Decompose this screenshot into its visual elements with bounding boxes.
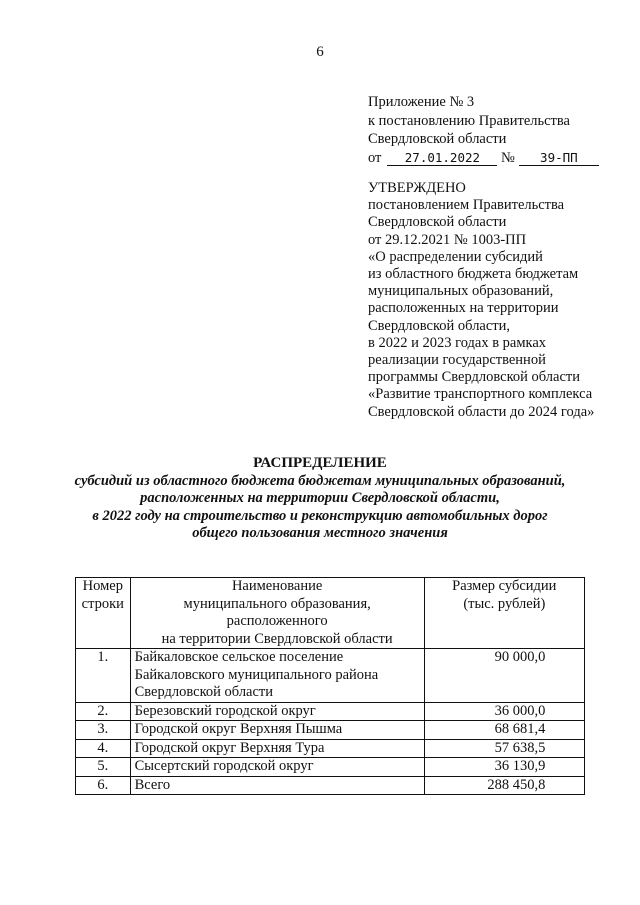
title-sub-line: расположенных на территории Свердловской области, <box>140 490 500 506</box>
approved-line: реализации государственной <box>368 352 546 369</box>
row-amount <box>424 776 584 795</box>
row-amount-value: 288 450,8 <box>487 776 546 793</box>
title-sub-line: субсидий из областного бюджета бюджетам муниципальных образований, <box>74 472 566 489</box>
appendix-date-line <box>368 149 628 168</box>
approved-line: постановлением Правительства <box>368 197 565 214</box>
row-name-line: Байкаловского муниципального района <box>134 666 379 683</box>
table-header-row <box>76 578 585 649</box>
header-text: Размер субсидии <box>452 578 557 594</box>
header-text: Наименование <box>231 578 323 594</box>
row-number: 6. <box>76 776 131 795</box>
header-text: на территории Свердловской области <box>161 630 393 647</box>
approved-line: программы Свердловской области <box>368 369 581 386</box>
row-name <box>130 776 424 795</box>
approved-line: Свердловской области до 2024 года» <box>368 403 595 420</box>
row-amount <box>424 758 584 777</box>
row-amount-value: 36 000,0 <box>494 702 546 719</box>
table-row-total <box>76 776 585 795</box>
page-number: 6 <box>316 44 324 60</box>
appendix-line: Приложение № 3 <box>368 94 475 110</box>
row-name <box>130 739 424 758</box>
table-row <box>76 739 585 758</box>
row-amount <box>424 721 584 740</box>
document-title <box>60 455 580 543</box>
appendix-line: к постановлению Правительства <box>368 112 570 129</box>
approved-line: в 2022 и 2023 годах в рамках <box>368 334 547 351</box>
header-text: строки <box>81 595 124 612</box>
row-name-line: Сысертский городской округ <box>134 758 314 774</box>
table-row <box>76 649 585 703</box>
row-number: 2. <box>76 702 131 721</box>
header-name <box>130 578 424 649</box>
row-amount <box>424 649 584 703</box>
date-prefix: от <box>368 149 382 166</box>
header-text: Номер <box>82 578 123 594</box>
approved-line: расположенных на территории <box>368 300 559 317</box>
table-row <box>76 702 585 721</box>
approved-line: «О распределении субсидий <box>368 248 543 265</box>
title-sub-line: в 2022 году на строительство и реконструкцию автомобильных дорог <box>92 507 548 524</box>
row-name <box>130 721 424 740</box>
approved-block <box>368 180 633 421</box>
approved-line: муниципальных образований, <box>368 283 554 300</box>
row-amount <box>424 739 584 758</box>
number-sign: № <box>501 149 515 166</box>
row-number: 1. <box>76 649 131 703</box>
number-value: 39-ПП <box>519 150 599 166</box>
table-row <box>76 721 585 740</box>
row-name <box>130 702 424 721</box>
approved-line: Свердловской области, <box>368 317 511 334</box>
table-row <box>76 758 585 777</box>
row-name-line: Городской округ Верхняя Тура <box>134 739 325 756</box>
row-name-line: Городской округ Верхняя Пышма <box>134 721 343 737</box>
header-text: (тыс. рублей) <box>463 595 546 612</box>
row-name <box>130 758 424 777</box>
row-number: 3. <box>76 721 131 740</box>
row-amount-value: 57 638,5 <box>494 739 546 756</box>
header-text: муниципального образования, <box>183 595 371 612</box>
appendix-block <box>368 93 628 167</box>
row-amount-value: 68 681,4 <box>494 721 546 737</box>
row-name <box>130 649 424 703</box>
approved-line: Свердловской области <box>368 214 507 231</box>
row-name-line: Свердловской области <box>134 684 274 700</box>
approved-line: УТВЕРЖДЕНО <box>368 180 466 196</box>
row-name-line: Всего <box>134 776 171 793</box>
approved-line: от 29.12.2021 № 1003-ПП <box>368 231 527 248</box>
title-sub-line: общего пользования местного значения <box>192 525 448 541</box>
row-number: 4. <box>76 739 131 758</box>
subsidies-table <box>75 577 585 795</box>
header-number <box>76 578 131 649</box>
row-amount <box>424 702 584 721</box>
row-number: 5. <box>76 758 131 777</box>
row-amount-value: 36 130,9 <box>494 758 546 774</box>
approved-line: «Развитие транспортного комплекса <box>368 386 593 403</box>
header-text: расположенного <box>226 613 328 629</box>
approved-line: из областного бюджета бюджетам <box>368 266 579 283</box>
appendix-line: Свердловской области <box>368 131 507 147</box>
row-name-line: Байкаловское сельское поселение <box>134 649 344 665</box>
date-value: 27.01.2022 <box>387 150 497 166</box>
header-amount <box>424 578 584 649</box>
row-amount-value: 90 000,0 <box>494 649 546 665</box>
title-main: РАСПРЕДЕЛЕНИЕ <box>253 455 387 471</box>
row-name-line: Березовский городской округ <box>134 702 316 719</box>
